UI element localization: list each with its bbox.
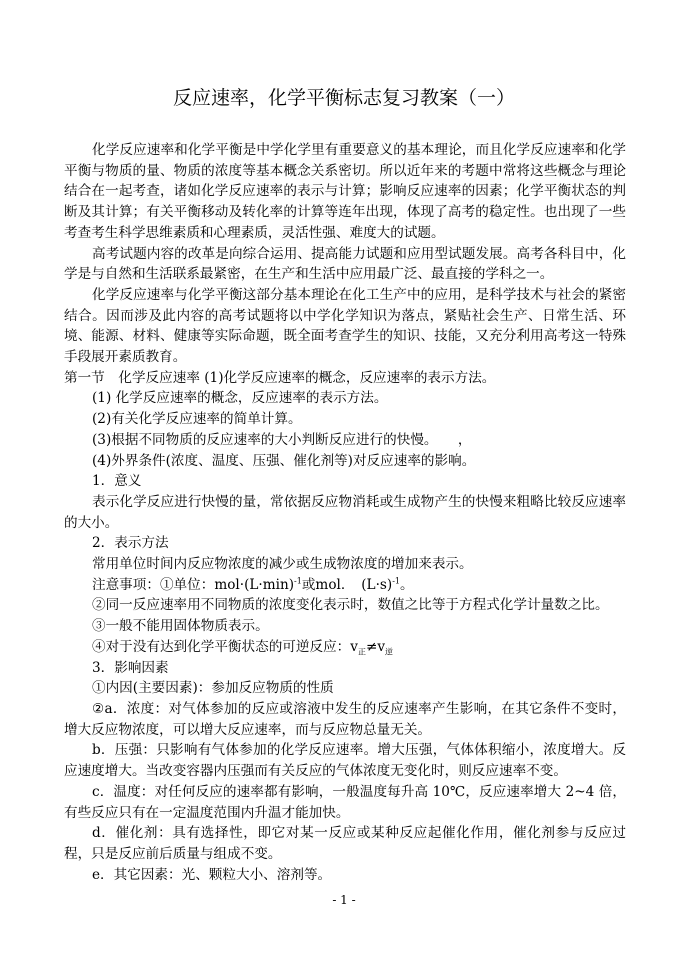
factor-concentration: ②a．浓度：对气体参加的反应或溶液中发生的反应速率产生影响，在其它条件不变时，增大反应物浓度，可以增大反应速率，而与反应物总量无关。 <box>64 700 626 738</box>
note-ratio: ②同一反应速率用不同物质的浓度变化表示时，数值之比等于方程式化学计量数之比。 <box>92 597 609 614</box>
note-reversible-prefix: ④对于没有达到化学平衡状态的可逆反应：v <box>92 638 358 655</box>
paragraph-expression: 常用单位时间内反应物浓度的减少或生成物浓度的增加来表示。 <box>92 556 473 573</box>
note-reversible <box>64 637 626 658</box>
paragraph-application: 化学反应速率与化学平衡这部分基本理论在化工生产中的应用，是科学技术与社会的紧密结合。因而涉及此内容的高考试题将以中学化学知识为落点，紧贴社会生产、日常生活、环境、能源、材料、健康等实际命题，既全面考查学生的知识、技能，又充分利用高考这一特殊手段展开素质教育。 <box>64 286 626 366</box>
note-units-suffix: 。 <box>399 576 414 593</box>
factor-catalyst: d．催化剂：具有选择性，即它对某一反应或某种反应起催化作用，催化剂参与反应过程，只是反应前后质量与组成不变。 <box>64 825 626 862</box>
document-title: 反应速率，化学平衡标志复习教案（一） <box>172 87 515 109</box>
note-units-sup1: -1 <box>294 576 302 586</box>
note-solid: ③一般不能用固体物质表示。 <box>92 618 269 635</box>
list-item: (1) 化学反应速率的概念，反应速率的表示方法。 <box>92 390 388 407</box>
page-number: - 1 - <box>332 893 356 907</box>
list-item: (3)根据不同物质的反应速率的大小判断反应进行的快慢。 ， <box>92 431 472 448</box>
subheading-factors: 3．影响因素 <box>92 659 169 676</box>
paragraph-intro: 化学反应速率和化学平衡是中学化学里有重要意义的基本理论，而且化学反应速率和化学平衡与物质的量、物质的浓度等基本概念关系密切。所以近年来的考题中常将这些概念与理论结合在一起考查，诸如化学反应速率的表示与计算；影响反应速率的因素；化学平衡状态的判断及其计算；有关平衡移动及转化率的计算等连年出现，体现了高考的稳定性。也出现了一些考查考生科学思维素质和心理素质，灵活性强、难度大的试题。 <box>64 142 626 241</box>
document-body <box>64 140 626 885</box>
paragraph-meaning: 表示化学反应进行快慢的量，常依据反应物消耗或生成物产生的快慢来粗略比较反应速率的大小。 <box>64 493 626 531</box>
factor-temperature: c．温度：对任何反应的速率都有影响，一般温度每升高 10℃，反应速率增大 2~4 倍，有些反应只有在一定温度范围内升温才能加快。 <box>64 783 626 821</box>
factor-pressure: b．压强：只影响有气体参加的化学反应速率。增大压强，气体体积缩小，浓度增大。反应速度增大。当改变容器内压强而有关反应的气体浓度无变化时，则反应速率不变。 <box>64 742 626 780</box>
note-reversible-mid: ≠v <box>365 638 386 655</box>
factor-internal: ①内因(主要因素)：参加反应物质的性质 <box>92 680 334 697</box>
note-units-prefix: 注意事项：①单位：mol·(L·min) <box>92 576 295 593</box>
subheading-expression: 2．表示方法 <box>92 535 169 552</box>
subheading-meaning: 1．意义 <box>92 473 142 490</box>
paragraph-reform: 高考试题内容的改革是向综合运用、提高能力试题和应用型试题发展。高考各科目中，化学是与自然和生活联系最紧密，在生产和生活中应用最广泛、最直接的学科之一。 <box>64 245 626 283</box>
list-item: (2)有关化学反应速率的简单计算。 <box>92 411 302 428</box>
factor-other: e．其它因素：光、颗粒大小、溶剂等。 <box>92 866 332 883</box>
note-units-middle: 或mol． (L·s) <box>301 576 393 593</box>
section-heading: 第一节 化学反应速率 (1)化学反应速率的概念，反应速率的表示方法。 <box>64 369 496 386</box>
note-reversible-sub2: 逆 <box>385 647 394 657</box>
note-units-sup2: -1 <box>392 576 400 586</box>
list-item: (4)外界条件(浓度、温度、压强、催化剂等)对反应速率的影响。 <box>92 452 476 469</box>
note-reversible-sub1: 正 <box>357 647 366 657</box>
note-units <box>64 575 626 596</box>
